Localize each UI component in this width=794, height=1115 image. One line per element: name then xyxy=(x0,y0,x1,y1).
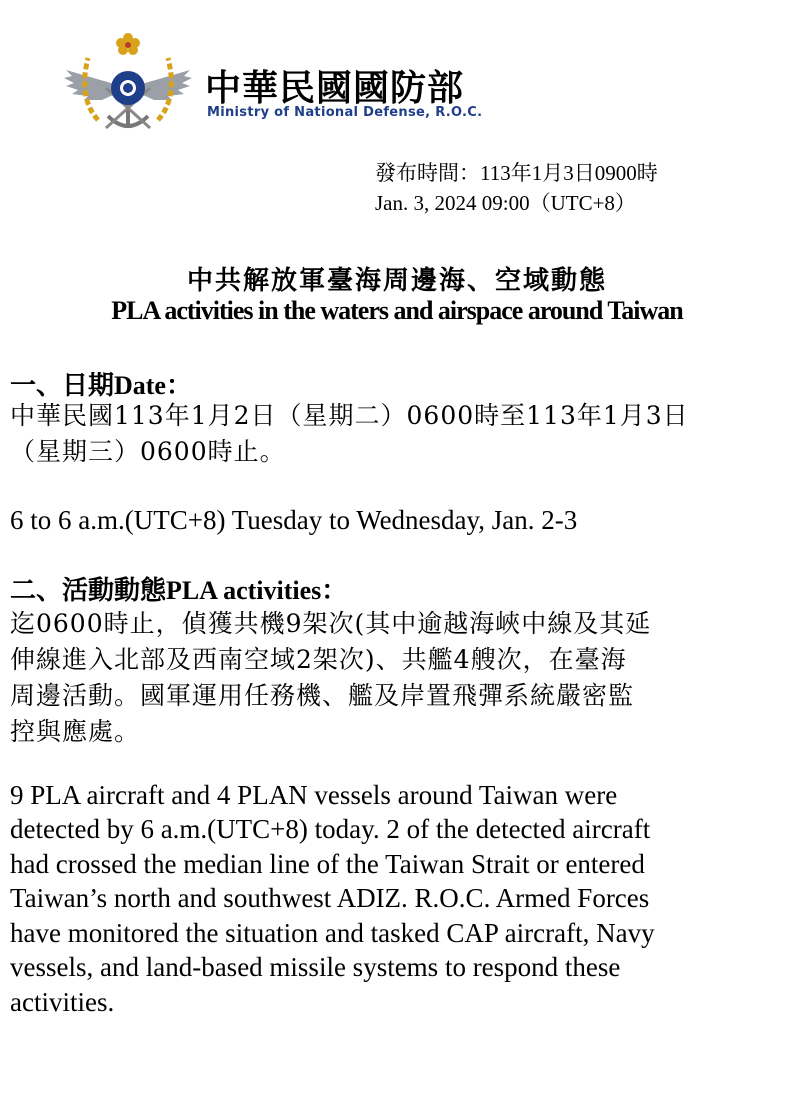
activities-zh-line-2: 伸線進入北部及西南空域2架次)、共艦4艘次，在臺海 xyxy=(10,645,627,674)
activities-en-line-5: have monitored the situation and tasked CAP aircraft, Navy xyxy=(10,918,655,948)
title-zh: 中共解放軍臺海周邊海、空域動態 xyxy=(186,266,607,296)
activities-en-line-1: 9 PLA aircraft and 4 PLAN vessels around Taiwan were xyxy=(10,780,618,810)
activities-en-line-7: activities. xyxy=(10,987,115,1017)
activities-en-line-2: detected by 6 a.m.(UTC+8) today. 2 of the detected aircraft xyxy=(10,814,651,844)
release-time-zh: 發布時間：113年1月3日0900時 xyxy=(375,161,658,185)
activities-en-line-3: had crossed the median line of the Taiwan Strait or entered xyxy=(10,849,645,879)
org-name-zh: 中華民國國防部 xyxy=(205,68,465,109)
date-heading: 一、日期Date： xyxy=(10,371,192,400)
activities-en-line-4: Taiwan’s north and southwest ADIZ. R.O.C. Armed Forces xyxy=(10,883,650,913)
org-name-en: Ministry of National Defense, R.O.C. xyxy=(207,105,483,120)
activities-heading: 二、活動動態PLA activities： xyxy=(10,576,348,605)
title-en: PLA activities in the waters and airspace around Taiwan xyxy=(111,296,683,325)
date-zh-line-2: （星期三）0600時止。 xyxy=(10,437,286,466)
activities-zh-line-3: 周邊活動。國軍運用任務機、艦及岸置飛彈系統嚴密監 xyxy=(10,681,635,710)
date-en: 6 to 6 a.m.(UTC+8) Tuesday to Wednesday, Jan. 2-3 xyxy=(10,505,578,535)
activities-zh-line-1: 迄0600時止，偵獲共機9架次(其中逾越海峽中線及其延 xyxy=(10,609,652,638)
release-time xyxy=(375,158,658,218)
date-zh-line-1: 中華民國113年1月2日（星期二）0600時至113年1月3日 xyxy=(10,401,689,430)
mnd-emblem-logo xyxy=(58,28,198,140)
activities-en-line-6: vessels, and land-based missile systems to respond these xyxy=(10,952,621,982)
release-time-en: Jan. 3, 2024 09:00（UTC+8） xyxy=(375,191,636,215)
activities-zh-line-4: 控與應處。 xyxy=(10,717,141,746)
